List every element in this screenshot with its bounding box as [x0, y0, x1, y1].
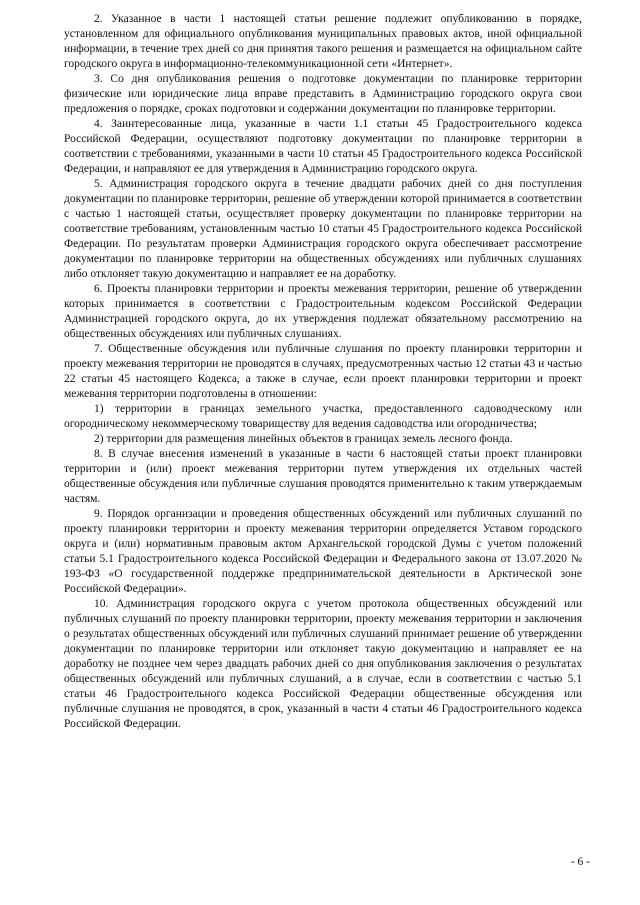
subparagraph-7-2: 2) территории для размещения линейных объектов в границах земель лесного фонда. [94, 433, 513, 445]
document-body [64, 12, 582, 732]
paragraph-10: 10. Администрация городского округа с учетом протокола общественных обсуждений или публичных слушаний по проекту планировки территории, проекту межевания территории и заключения о результатах общественных обсуждений или публичных слушаний принимает решение об утверждении документации по планировке территории или отклоняет такую документацию и направляет ее на доработку не позднее чем через двадцать рабочих дней со дня опубликования заключения о результатах общественных обсуждений или публичных слушаний, а в случае, если в соответствии с частью 5.1 статьи 46 Градостроительного кодекса Российской Федерации общественные обсуждения или публичные слушания не проводятся, в срок, указанный в части 4 статьи 46 Градостроительного кодекса Российской Федерации. [64, 598, 582, 730]
paragraph-9: 9. Порядок организации и проведения общественных обсуждений или публичных слушаний по проекту планировки территории и проекту межевания территории определяется Уставом городского округа и (или) нормативным правовым актом Архангельской городской Думы с учетом положений статьи 5.1 Градостроительного кодекса Российской Федерации и Федерального закона от 13.07.2020 № 193-ФЗ «О государственной поддержке предпринимательской деятельности в Арктической зоне Российской Федерации». [64, 508, 582, 595]
paragraph-6: 6. Проекты планировки территории и проекты межевания территории, решение об утверждении которых принимается в соответствии с Градостроительным кодексом Российской Федерации Администрацией городского округа, до их утверждения подлежат обязательному рассмотрению на общественных обсуждениях или публичных слушаниях. [64, 283, 582, 340]
paragraph-7: 7. Общественные обсуждения или публичные слушания по проекту планировки территории и проекту межевания территории не проводятся в случаях, предусмотренных частью 12 статьи 43 и частью 22 статьи 45 настоящего Кодекса, а также в случае, если проект планировки территории и проект межевания территории подготовлены в отношении: [64, 343, 582, 400]
paragraph-3: 3. Со дня опубликования решения о подготовке документации по планировке территории физические или юридические лица вправе представить в Администрацию городского округа свои предложения о порядке, сроках подготовки и содержании документации по планировке территории. [64, 73, 582, 115]
paragraph-2: 2. Указанное в части 1 настоящей статьи решение подлежит опубликованию в порядке, установленном для официального опубликования муниципальных правовых актов, иной официальной информации, в течение трех дней со дня принятия такого решения и размещается на официальном сайте городского округа в информационно-телекоммуникационной сети «Интернет». [64, 13, 582, 70]
subparagraph-7-1: 1) территории в границах земельного участка, предоставленного садоводческому или огородническому некоммерческому товариществу для ведения садоводства или огородничества; [64, 403, 582, 430]
paragraph-4: 4. Заинтересованные лица, указанные в части 1.1 статьи 45 Градостроительного кодекса Российской Федерации, осуществляют подготовку документации по планировке территории в соответствии с требованиями, указанными в части 10 статьи 45 Градостроительного кодекса Российской Федерации, и направляют ее для утверждения в Администрацию городского округа. [64, 118, 582, 175]
page-number: - 6 - [570, 856, 590, 868]
paragraph-8: 8. В случае внесения изменений в указанные в части 6 настоящей статьи проект планировки территории и (или) проект межевания территории путем утверждения их отдельных частей общественные обсуждения или публичные слушания проводятся применительно к таким утверждаемым частям. [64, 448, 582, 505]
paragraph-5: 5. Администрация городского округа в течение двадцати рабочих дней со дня поступления документации по планировке территории, решение об утверждении которой принимается в соответствии с частью 1 настоящей статьи, осуществляет проверку документации по планировке территории на соответствие требованиям, установленным частью 10 статьи 45 Градостроительного кодекса Российской Федерации. По результатам проверки Администрация городского округа обеспечивает рассмотрение документации по планировке территории на общественных обсуждениях или публичных слушаниях либо отклоняет такую документацию и направляет ее на доработку. [64, 178, 582, 280]
